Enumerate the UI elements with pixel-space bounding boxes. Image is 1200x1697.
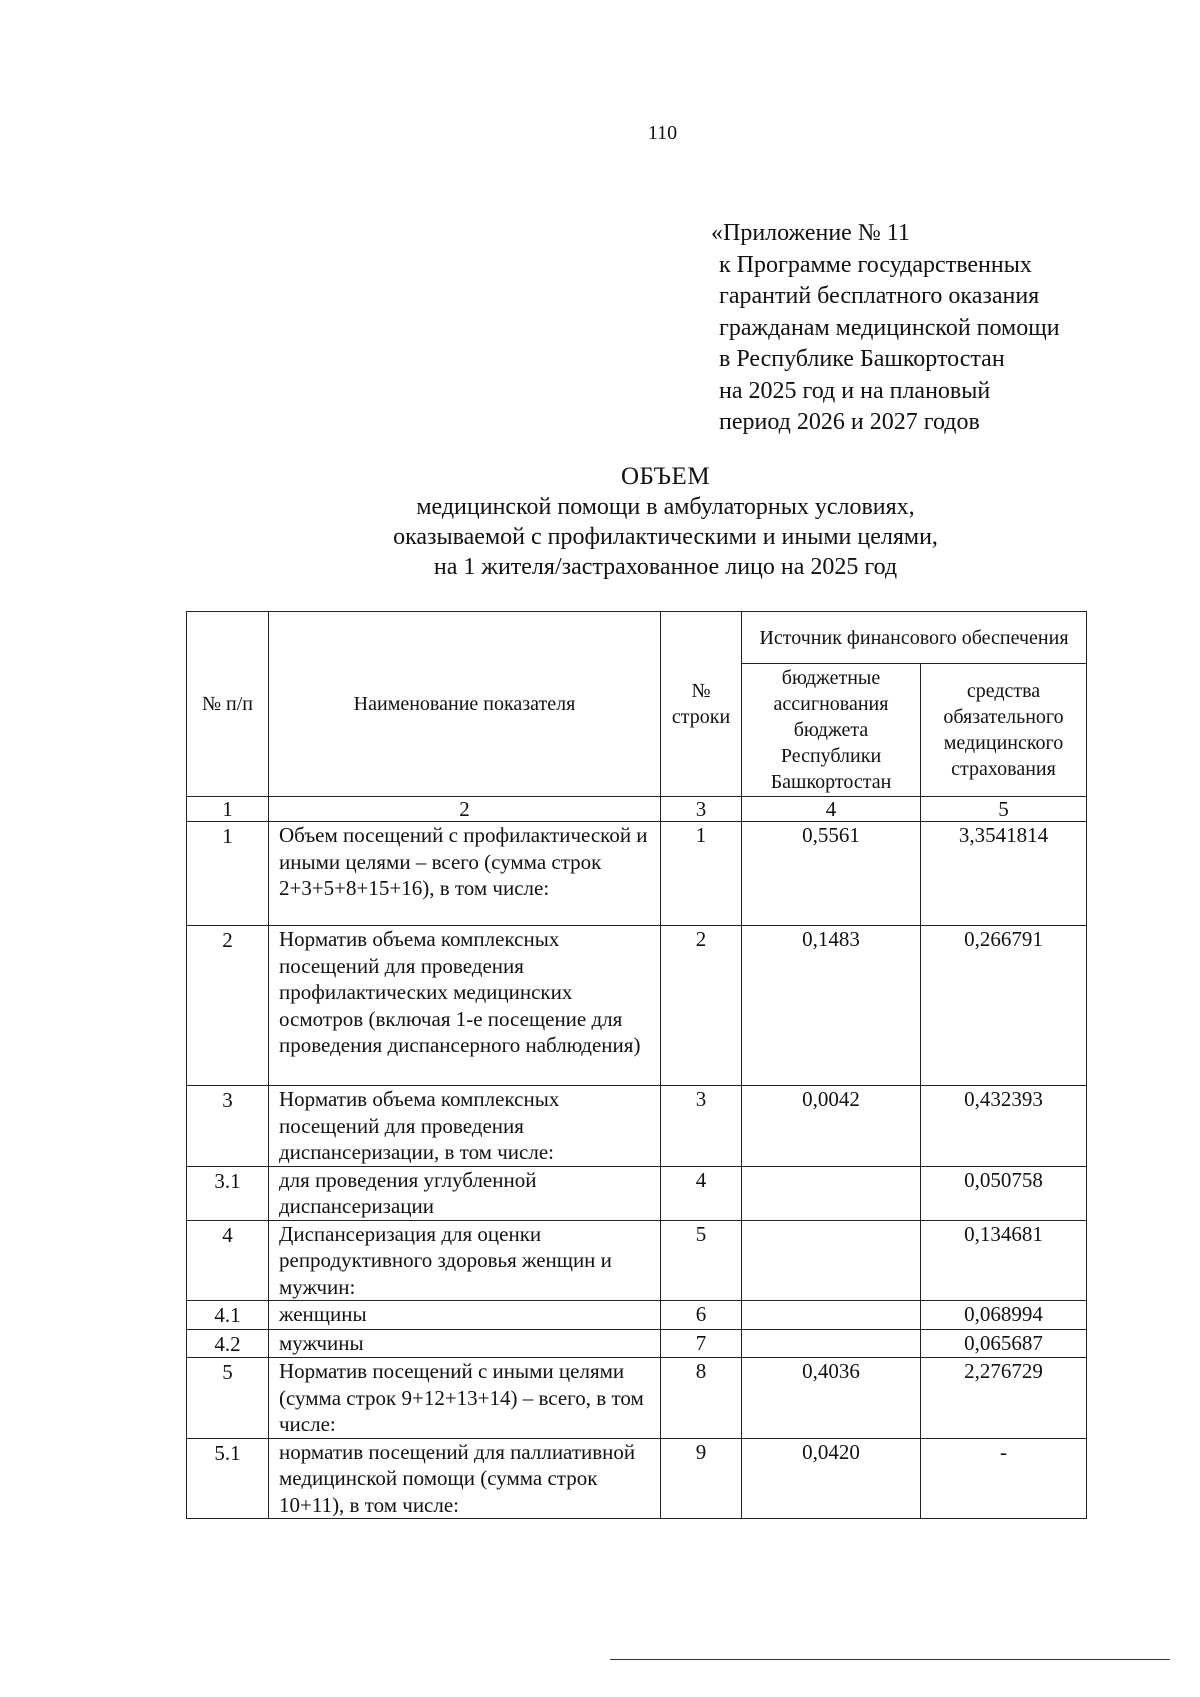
column-number-row bbox=[187, 797, 1087, 822]
row-name: Диспансеризация для оценки репродуктивного здоровья женщин и мужчин: bbox=[269, 1220, 661, 1301]
row-budget bbox=[742, 1301, 921, 1330]
row-oms: 0,266791 bbox=[921, 926, 1087, 1086]
row-oms: 3,3541814 bbox=[921, 822, 1087, 926]
row-name: норматив посещений для паллиативной медицинской помощи (сумма строк 10+11), в том числе: bbox=[269, 1438, 661, 1519]
row-budget: 0,5561 bbox=[742, 822, 921, 926]
row-index: 6 bbox=[661, 1301, 742, 1330]
row-name: Норматив посещений с иными целями (сумма строк 9+12+13+14) – всего, в том числе: bbox=[269, 1358, 661, 1439]
table-row bbox=[187, 1220, 1087, 1301]
row-oms: 0,065687 bbox=[921, 1329, 1087, 1358]
row-name: Норматив объема комплексных посещений для проведения профилактических медицинских осмотров (включая 1-е посещение для проведения диспансерного наблюдения) bbox=[269, 926, 661, 1086]
row-index: 4 bbox=[661, 1166, 742, 1220]
row-budget bbox=[742, 1329, 921, 1358]
column-number: 2 bbox=[269, 797, 661, 822]
row-index: 7 bbox=[661, 1329, 742, 1358]
row-budget: 0,1483 bbox=[742, 926, 921, 1086]
table-row bbox=[187, 822, 1087, 926]
row-oms: 0,432393 bbox=[921, 1086, 1087, 1167]
volume-table bbox=[186, 611, 1087, 1519]
column-number: 5 bbox=[921, 797, 1087, 822]
row-num: 5.1 bbox=[187, 1438, 269, 1519]
title-line: медицинской помощи в амбулаторных условиях, bbox=[416, 494, 915, 520]
table-row bbox=[187, 926, 1087, 1086]
table-row bbox=[187, 1358, 1087, 1439]
header-budget: бюджетные ассигнования бюджета Республики Башкортостан bbox=[742, 664, 921, 797]
row-name: для проведения углубленной диспансеризации bbox=[269, 1166, 661, 1220]
row-oms: - bbox=[921, 1438, 1087, 1519]
row-index: 1 bbox=[661, 822, 742, 926]
header-source: Источник финансового обеспечения bbox=[742, 612, 1087, 664]
appendix-line: «Приложение № 11 bbox=[711, 220, 910, 246]
row-index: 3 bbox=[661, 1086, 742, 1167]
appendix-line: на 2025 год и на плановый bbox=[719, 377, 991, 404]
appendix-reference bbox=[711, 218, 1060, 439]
row-budget: 0,0420 bbox=[742, 1438, 921, 1519]
appendix-line: период 2026 и 2027 годов bbox=[719, 409, 980, 435]
table-row bbox=[187, 1438, 1087, 1519]
row-num: 3.1 bbox=[187, 1166, 269, 1220]
appendix-line: гарантий бесплатного оказания bbox=[719, 283, 1040, 309]
row-index: 8 bbox=[661, 1358, 742, 1439]
row-budget bbox=[742, 1220, 921, 1301]
page-number: 110 bbox=[647, 122, 678, 144]
appendix-line: к Программе государственных bbox=[719, 251, 1032, 278]
row-num: 4.1 bbox=[187, 1301, 269, 1330]
row-oms: 0,134681 bbox=[921, 1220, 1087, 1301]
row-name: женщины bbox=[269, 1301, 661, 1330]
row-budget: 0,0042 bbox=[742, 1086, 921, 1167]
row-num: 4.2 bbox=[187, 1329, 269, 1358]
header-row: № строки bbox=[661, 612, 742, 797]
table-row bbox=[187, 1301, 1087, 1330]
row-name: мужчины bbox=[269, 1329, 661, 1358]
row-oms: 0,050758 bbox=[921, 1166, 1087, 1220]
header-name: Наименование показателя bbox=[269, 612, 661, 797]
row-num: 3 bbox=[187, 1086, 269, 1167]
header-oms: средства обязательного медицинского страхования bbox=[921, 664, 1087, 797]
table-row bbox=[187, 1166, 1087, 1220]
row-oms: 2,276729 bbox=[921, 1358, 1087, 1439]
row-budget: 0,4036 bbox=[742, 1358, 921, 1439]
appendix-line: в Республике Башкортостан bbox=[719, 346, 1005, 372]
table-row bbox=[187, 1086, 1087, 1167]
row-name: Норматив объема комплексных посещений для проведения диспансеризации, в том числе: bbox=[269, 1086, 661, 1167]
column-number: 1 bbox=[187, 797, 269, 822]
table-row bbox=[187, 1329, 1087, 1358]
appendix-line: гражданам медицинской помощи bbox=[719, 314, 1060, 341]
title-line: оказываемой с профилактическими и иными целями, bbox=[393, 524, 938, 550]
row-name: Объем посещений с профилактической и иными целями – всего (сумма строк 2+3+5+8+15+16), в том числе: bbox=[269, 822, 661, 926]
row-index: 5 bbox=[661, 1220, 742, 1301]
column-number: 3 bbox=[661, 797, 742, 822]
row-budget bbox=[742, 1166, 921, 1220]
header-num: № п/п bbox=[187, 612, 269, 797]
document-title bbox=[0, 462, 1200, 582]
column-number: 4 bbox=[742, 797, 921, 822]
row-index: 9 bbox=[661, 1438, 742, 1519]
row-num: 4 bbox=[187, 1220, 269, 1301]
row-num: 2 bbox=[187, 926, 269, 1086]
title-heading: ОБЪЕМ bbox=[620, 463, 711, 490]
bottom-divider bbox=[610, 1659, 1170, 1660]
title-line: на 1 жителя/застрахованное лицо на 2025 год bbox=[433, 554, 898, 580]
row-oms: 0,068994 bbox=[921, 1301, 1087, 1330]
row-num: 5 bbox=[187, 1358, 269, 1439]
row-num: 1 bbox=[187, 822, 269, 926]
row-index: 2 bbox=[661, 926, 742, 1086]
